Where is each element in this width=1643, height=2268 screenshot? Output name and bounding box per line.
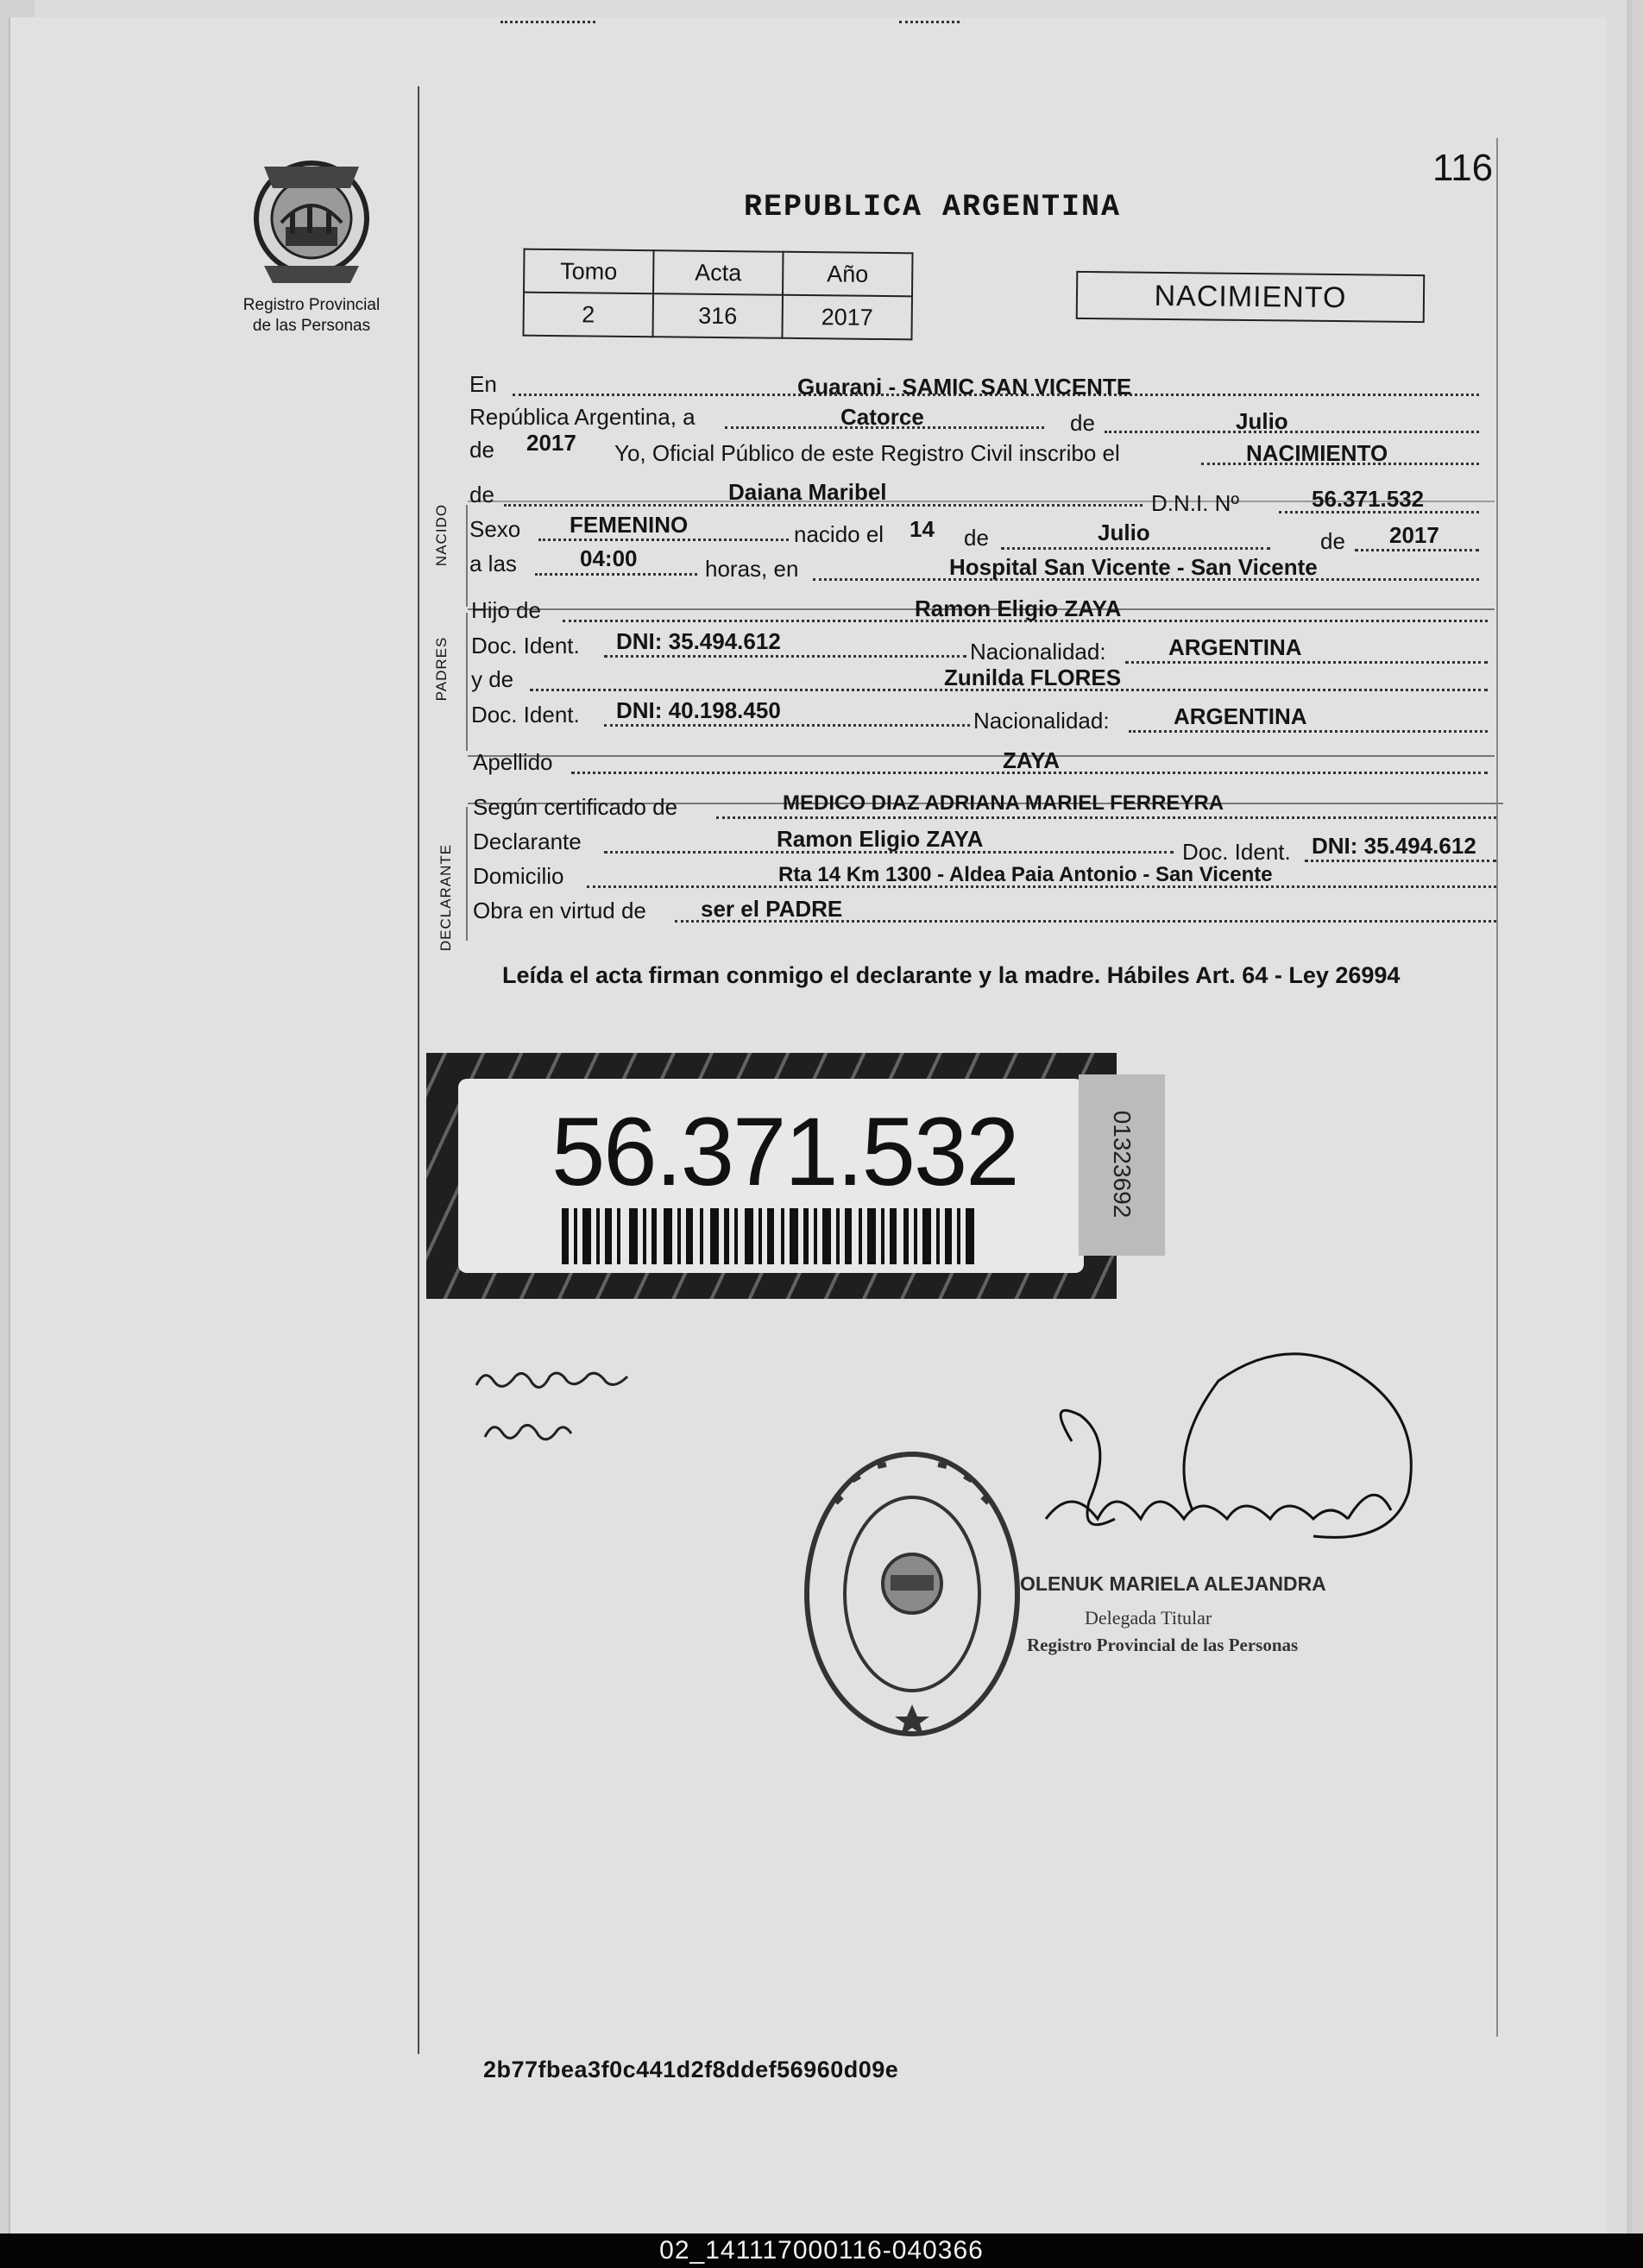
mother-nationality-label: Nacionalidad: (973, 708, 1110, 734)
father-name-value: Ramon Eligio ZAYA (915, 595, 1122, 621)
birth-day-value: 14 (910, 516, 935, 542)
month-dots (1105, 427, 1479, 433)
birth-day-dots (899, 17, 960, 23)
year-dots (500, 17, 595, 23)
page-title: REPUBLICA ARGENTINA (744, 190, 1122, 224)
father-nationality-label: Nacionalidad: (970, 639, 1106, 665)
birth-place-value: Hospital San Vicente - San Vicente (949, 554, 1318, 580)
declarante-doc-label: Doc. Ident. (1182, 839, 1291, 865)
province-crest-icon (247, 154, 376, 287)
day-words-value: Catorce (840, 404, 924, 430)
year-value: 2017 (526, 430, 576, 456)
tomo-header: Tomo (524, 249, 654, 294)
dni-sticker (426, 1053, 1117, 1299)
en-value: Guarani - SAMIC SAN VICENTE (797, 374, 1132, 400)
document-hash: 2b77fbea3f0c441d2f8ddef56960d09e (483, 2057, 899, 2082)
side-code-sticker (1079, 1074, 1165, 1256)
section-label-declarante: DECLARANTE (438, 843, 454, 952)
apellido-label: Apellido (473, 749, 553, 775)
dni-label: D.N.I. Nº (1151, 490, 1239, 516)
acta-value: 316 (652, 293, 783, 338)
anio-value: 2017 (782, 295, 912, 340)
father-doc-label: Doc. Ident. (471, 633, 580, 658)
nacido-label: nacido el (794, 521, 884, 547)
record-table-header-row (524, 249, 912, 297)
sexo-label: Sexo (469, 516, 521, 542)
month-value: Julio (1236, 408, 1288, 434)
page-number: 116 (1432, 147, 1494, 189)
obra-label: Obra en virtud de (473, 898, 646, 923)
section-label-padres: PADRES (433, 636, 450, 702)
registry-name (217, 295, 406, 337)
record-table (522, 249, 913, 341)
scan-footer: 02_141117000116-040366 (0, 2233, 1643, 2268)
nacido-bracket-line (466, 505, 468, 607)
domicilio-value: Rta 14 Km 1300 - Aldea Paia Antonio - San Vicente (778, 863, 1273, 886)
father-doc-value: DNI: 35.494.612 (616, 628, 781, 654)
child-name-value: Daiana Maribel (728, 479, 887, 505)
domicilio-label: Domicilio (473, 863, 564, 889)
en-label: En (469, 371, 497, 397)
section-label-nacido: NACIDO (433, 503, 450, 567)
republica-label: República Argentina, a (469, 404, 696, 430)
official-office: Registro Provincial de las Personas (1027, 1635, 1299, 1655)
mother-nationality-value: ARGENTINA (1174, 703, 1307, 729)
anio-header: Año (783, 252, 913, 297)
mother-doc-label: Doc. Ident. (471, 702, 580, 728)
declarante-doc-value: DNI: 35.494.612 (1312, 833, 1476, 859)
certificate-page (9, 17, 1607, 2233)
official-name: OLENUK MARIELA ALEJANDRA (1020, 1572, 1326, 1595)
declarante-bracket-line (466, 807, 468, 941)
sexo-value: FEMENINO (570, 512, 689, 538)
left-margin-line (418, 86, 419, 2054)
birth-time-value: 04:00 (580, 545, 638, 571)
month-de-label: de (1070, 410, 1095, 436)
obra-value: ser el PADRE (701, 896, 843, 922)
official-role: Delegada Titular (1085, 1607, 1212, 1629)
declarante-label: Declarante (473, 828, 582, 854)
child-name-label: de (469, 482, 494, 507)
birth-month-value: Julio (1098, 520, 1150, 545)
father-nationality-value: ARGENTINA (1168, 634, 1302, 660)
mother-doc-value: DNI: 40.198.450 (616, 697, 781, 723)
mother-name-value: Zunilda FLORES (944, 665, 1122, 690)
hijo-label: Hijo de (471, 597, 541, 623)
act-type-value: NACIMIENTO (1246, 440, 1388, 466)
tomo-value: 2 (523, 293, 653, 337)
closing-statement: Leída el acta firman conmigo el declarante y la madre. Hábiles Art. 64 - Ley 26994 (502, 962, 1401, 988)
certificado-value: MEDICO DIAZ ADRIANA MARIEL FERREYRA (783, 791, 1224, 815)
birth-year-value: 2017 (1389, 522, 1439, 548)
padres-bracket-line (466, 613, 468, 751)
certificado-label: Según certificado de (473, 794, 678, 820)
child-dni-value: 56.371.532 (1312, 486, 1425, 512)
birth-de1-label: de (964, 525, 989, 551)
side-code-value: 01323692 (1109, 1110, 1136, 1219)
right-margin-line (1496, 138, 1498, 2037)
declarante-doc-dots (1305, 856, 1496, 862)
barcode-icon (562, 1208, 976, 1264)
birth-de2-label: de (1320, 528, 1345, 554)
horas-label: horas, en (705, 556, 799, 582)
officer-text: Yo, Oficial Público de este Registro Civil inscribo el (614, 440, 1120, 466)
signature-icon (1020, 1346, 1469, 1605)
surname-value: ZAYA (1003, 747, 1061, 773)
official-stamp-icon (800, 1446, 1024, 1743)
record-table-value-row (523, 293, 911, 340)
section-divider-3 (468, 755, 1495, 757)
sticker-label (458, 1079, 1084, 1273)
yde-label: y de (471, 666, 514, 692)
registry-name-line1: Registro Provincial (242, 296, 381, 314)
sticker-dni-number: 56.371.532 (551, 1098, 1018, 1206)
registry-name-line2: de las Personas (252, 317, 371, 335)
handwritten-notes-icon (468, 1351, 658, 1463)
year-prefix-label: de (469, 437, 494, 463)
declarante-value: Ramon Eligio ZAYA (777, 826, 984, 852)
record-type-box: NACIMIENTO (1076, 271, 1426, 323)
alas-label: a las (469, 551, 517, 576)
acta-header: Acta (653, 250, 784, 295)
